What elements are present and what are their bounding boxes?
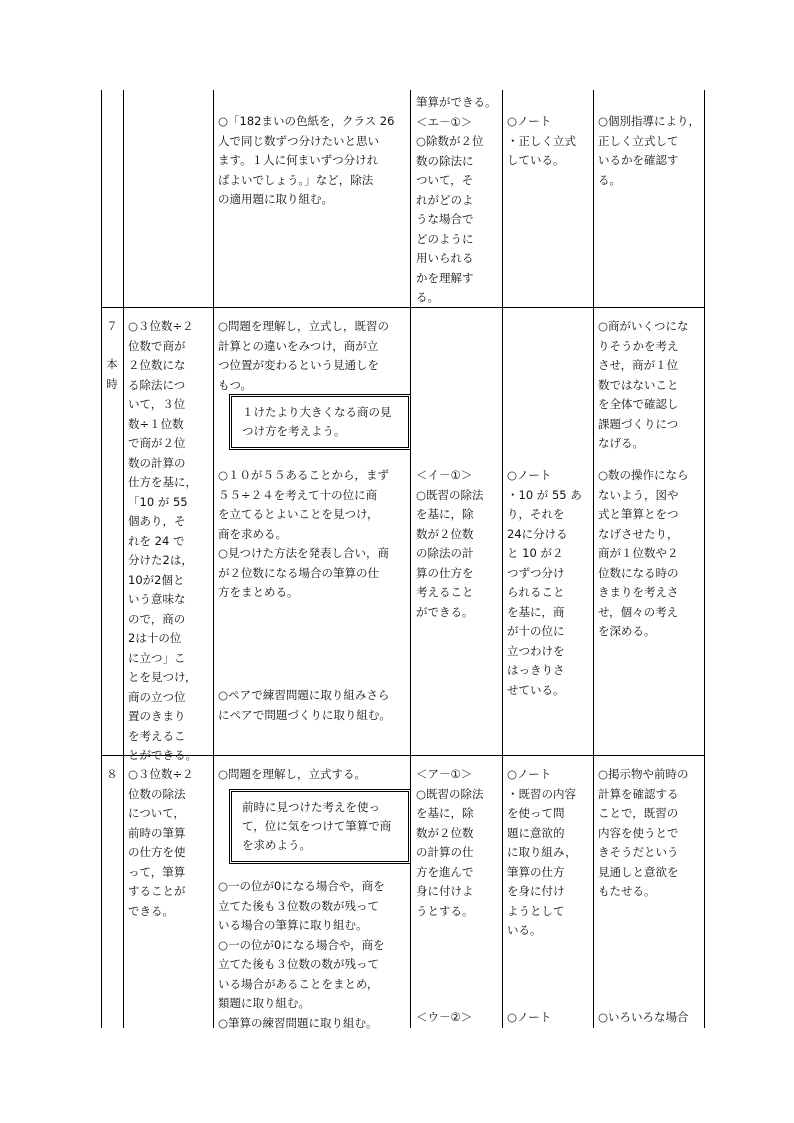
evaluation-method-text: ○ノート ・10 が 55 あ り，それを 24に分ける と 10 が２ つずつ分け られること を基に，商 が十の位に 立つわけを はっきりさ せている。 <box>507 468 582 697</box>
activity-text: ○ペアで練習問題に取り組みさら にペアで問題づくりに取り組む。 <box>218 688 391 722</box>
table-divider <box>123 90 124 1028</box>
support-text: ○商がいくつにな りそうかを考え させ，商が１位 数ではないこと を全体で確認し 課題づくりにつ なげる。 <box>598 319 689 450</box>
current-lesson-label: 本 時 <box>106 357 118 391</box>
lesson-number: ７ <box>106 319 118 333</box>
activity-text: ○一の位が0になる場合や，商を 立てた後も３位数の数が残って いる場合の筆算に取り組む。 ○一の位が0になる場合や，商を 立てた後も３位数の数が残って いる場合があることをまとめ， 類題に取り組む。 ○筆算の練習問題に取り組む。 <box>218 879 385 1030</box>
support-text: ○掲示物や前時の 計算を確認する ことで，既習の 内容を使うとで きそうだという 見通しと意欲を もたせる。 <box>598 767 689 898</box>
support-text: ○個別指導により， 正しく立式して いるかを確認す る。 <box>598 114 701 187</box>
table-divider <box>593 90 594 1028</box>
evaluation-text: ＜ア－①＞ ○既習の除法 を基に，除 数が２位数 の計算の仕 方を進んで 身に付けよ うとする。 <box>416 767 484 918</box>
lesson-goal: ○３位数÷２ 位数で商が ２位数にな る除法につ いて，３位 数÷１位数 で商が２位 数の計算の 仕方を基に， 「10 が 55 個あり，そ れを 24 で 分けた2は， 10が2個と いう意味な ので，商の 2は十の位 に立つ」こ とを見つけ， 商の立つ位 置のきまり を考えるこ とができる。 <box>128 319 197 762</box>
evaluation-method-text: ○ノート ・正しく立式 している。 <box>507 114 576 167</box>
activity-text: ○問題を理解し，立式し，既習の 計算との違いをみつけ，商が立 つ位置が変わるという見通しを もつ。 <box>218 319 390 392</box>
row-divider <box>101 307 705 308</box>
evaluation-text: 筆算ができる。 ＜エ－①＞ ○除数が２位 数の除法に ついて，そ れがどのよ うな場合で どのように 用いられる かを理解す る。 <box>416 95 497 304</box>
evaluation-text: ＜ウ－②＞ <box>416 1010 473 1024</box>
lesson-plan-table <box>101 90 705 1028</box>
activity-text: ○問題を理解し，立式する。 <box>218 767 367 781</box>
lesson-task-box: １けたより大きくなる商の見 つけ方を考えよう。 <box>229 394 411 450</box>
table-divider <box>502 90 503 1028</box>
lesson-number: ８ <box>106 767 118 781</box>
table-border-left <box>101 90 102 1028</box>
table-divider <box>410 90 411 1028</box>
table-border-right <box>704 90 705 1028</box>
evaluation-method-text: ○ノート ・既習の内容 を使って問 題に意欲的 に取り組み， 筆算の仕方 を身に付け ようとして いる。 <box>507 767 577 937</box>
activity-text: ○１０が５５あることから，まず ５５÷２４を考えて十の位に商 を立てるとよいことを見つけ， 商を求める。 ○見つけた方法を発表し合い，商 が２位数になる場合の筆算の仕 方をまとめる。 <box>218 468 390 599</box>
support-text: ○数の操作になら ないよう，図や 式と筆算とをつ なげさせたり， 商が１位数や２ 位数になる時の きまりを考えさ せ，個々の考え を深める。 <box>598 468 689 638</box>
evaluation-method-text: ○ノート <box>507 1010 552 1024</box>
lesson-goal: ○３位数÷２ 位数の除法 について， 前時の筆算 の仕方を使 って，筆算 することが できる。 <box>128 767 194 918</box>
support-text: ○いろいろな場合 <box>598 1010 689 1024</box>
activity-text: ○「182まいの色紙を，クラス 26 人で同じ数ずつ分けたいと思い ます。１人に何まいずつ分けれ ばよいでしょう。」など，除法 の適用題に取り組む。 <box>218 114 395 206</box>
table-divider <box>213 90 214 1028</box>
evaluation-text: ＜イ－①＞ ○既習の除法 を基に，除 数が２位数 の除法の計 算の仕方を 考えること ができる。 <box>416 468 484 619</box>
lesson-task-box: 前時に見つけた考えを使っ て，位に気をつけて筆算で商 を求めよう。 <box>229 789 411 864</box>
